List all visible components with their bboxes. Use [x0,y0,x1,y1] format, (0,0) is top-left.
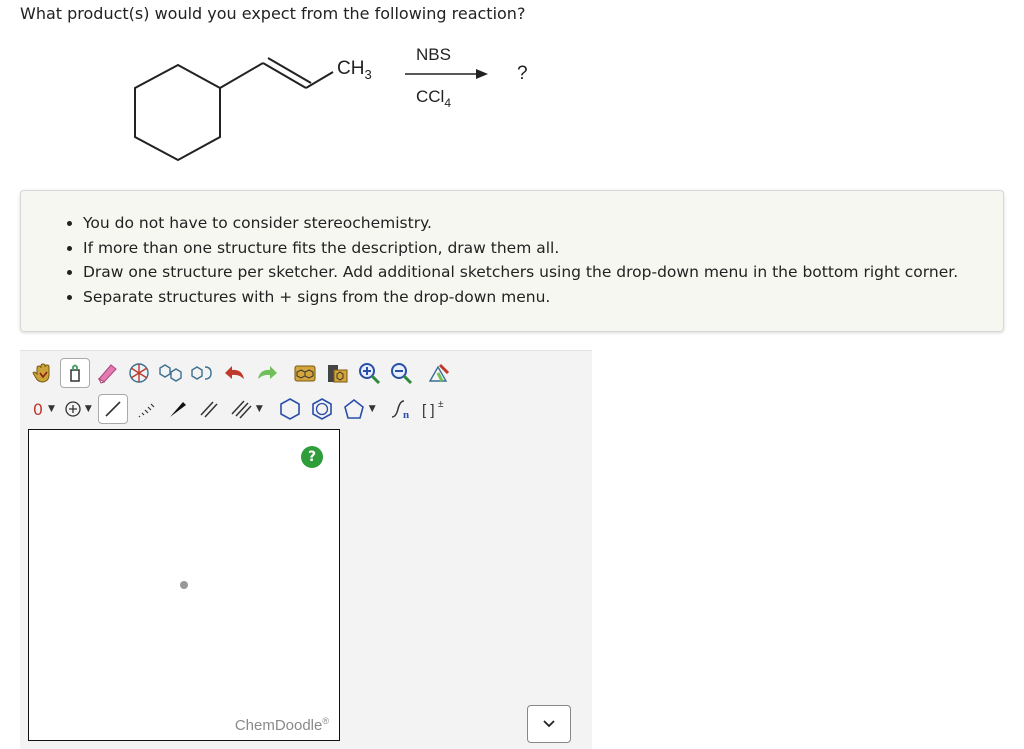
reaction-arrow-head [476,69,488,79]
ring-templates-icon[interactable] [156,358,186,388]
reagent-top: NBS [416,45,451,64]
cursor-dot [180,581,188,589]
charge-label: 0 [32,399,44,419]
redo-icon[interactable] [252,358,282,388]
ch3-label: $CH_3$ [337,58,372,82]
chevron-down-icon[interactable]: ▼ [255,404,263,414]
svg-text:±: ± [437,399,444,410]
chevron-down-icon[interactable]: ▼ [48,404,55,414]
chevron-down-icon [542,719,556,729]
chemdoodle-brand [235,716,329,734]
clean-icon[interactable] [424,358,454,388]
sgroup-icon[interactable] [386,394,416,424]
brand-mark: ® [322,716,329,726]
wedge-bond-icon[interactable] [162,394,192,424]
sketcher-canvas[interactable] [28,429,340,741]
cyclohexane-ring [135,65,220,160]
instruction-item: • Draw one structure per sketcher. Add additional sketchers using the drop-down menu in the bottom right corner. [83,260,1003,285]
svg-text:n: n [402,409,409,421]
svg-text:[ ]: [ ] [421,402,435,419]
zoom-out-icon[interactable] [386,358,416,388]
benzene-icon[interactable] [307,394,337,424]
toolbar-row-1 [28,355,456,391]
cyclohexane-icon[interactable] [275,394,305,424]
lasso-icon[interactable] [60,358,90,388]
reaction-scheme [120,36,560,168]
bracket-icon[interactable] [418,394,448,424]
instructions-list [21,191,1003,309]
plus-charge-icon[interactable] [61,394,85,424]
paste-icon[interactable] [322,358,352,388]
hash-bond-icon[interactable] [130,394,160,424]
eraser-icon[interactable] [92,358,122,388]
chevron-down-icon[interactable]: ▼ [368,404,376,414]
add-sketcher-dropdown[interactable] [527,705,571,743]
single-bond-icon[interactable] [98,394,128,424]
question-text: What product(s) would you expect from the following reaction? [20,4,526,23]
instruction-item: • Separate structures with + signs from the drop-down menu. [83,285,1003,310]
cyclopentane-icon[interactable] [339,394,369,424]
double-bond-icon[interactable] [194,394,224,424]
flip-icon[interactable] [188,358,218,388]
reagent-bottom: CCl$_4$ [416,87,452,110]
zoom-in-icon[interactable] [354,358,384,388]
instructions-panel [20,190,1004,332]
chevron-down-icon[interactable]: ▼ [84,404,92,414]
triple-bond-icon[interactable] [226,394,256,424]
product-placeholder: ? [517,63,528,84]
chain-bond-3 [306,72,333,88]
chain-bond-1 [220,63,263,88]
instruction-item: • You do not have to consider stereochemistry. [83,211,1003,236]
instruction-item: • If more than one structure fits the description, draw them all. [83,236,1003,261]
toolbar-row-2 [28,391,450,427]
charge-tool[interactable] [28,394,48,424]
undo-icon[interactable] [220,358,250,388]
copy-icon[interactable] [290,358,320,388]
hand-icon[interactable] [28,358,58,388]
ring-template-icon[interactable] [124,358,154,388]
help-button[interactable]: ? [301,446,323,468]
brand-name: ChemDoodle [234,717,323,734]
chemdoodle-editor [20,350,592,749]
